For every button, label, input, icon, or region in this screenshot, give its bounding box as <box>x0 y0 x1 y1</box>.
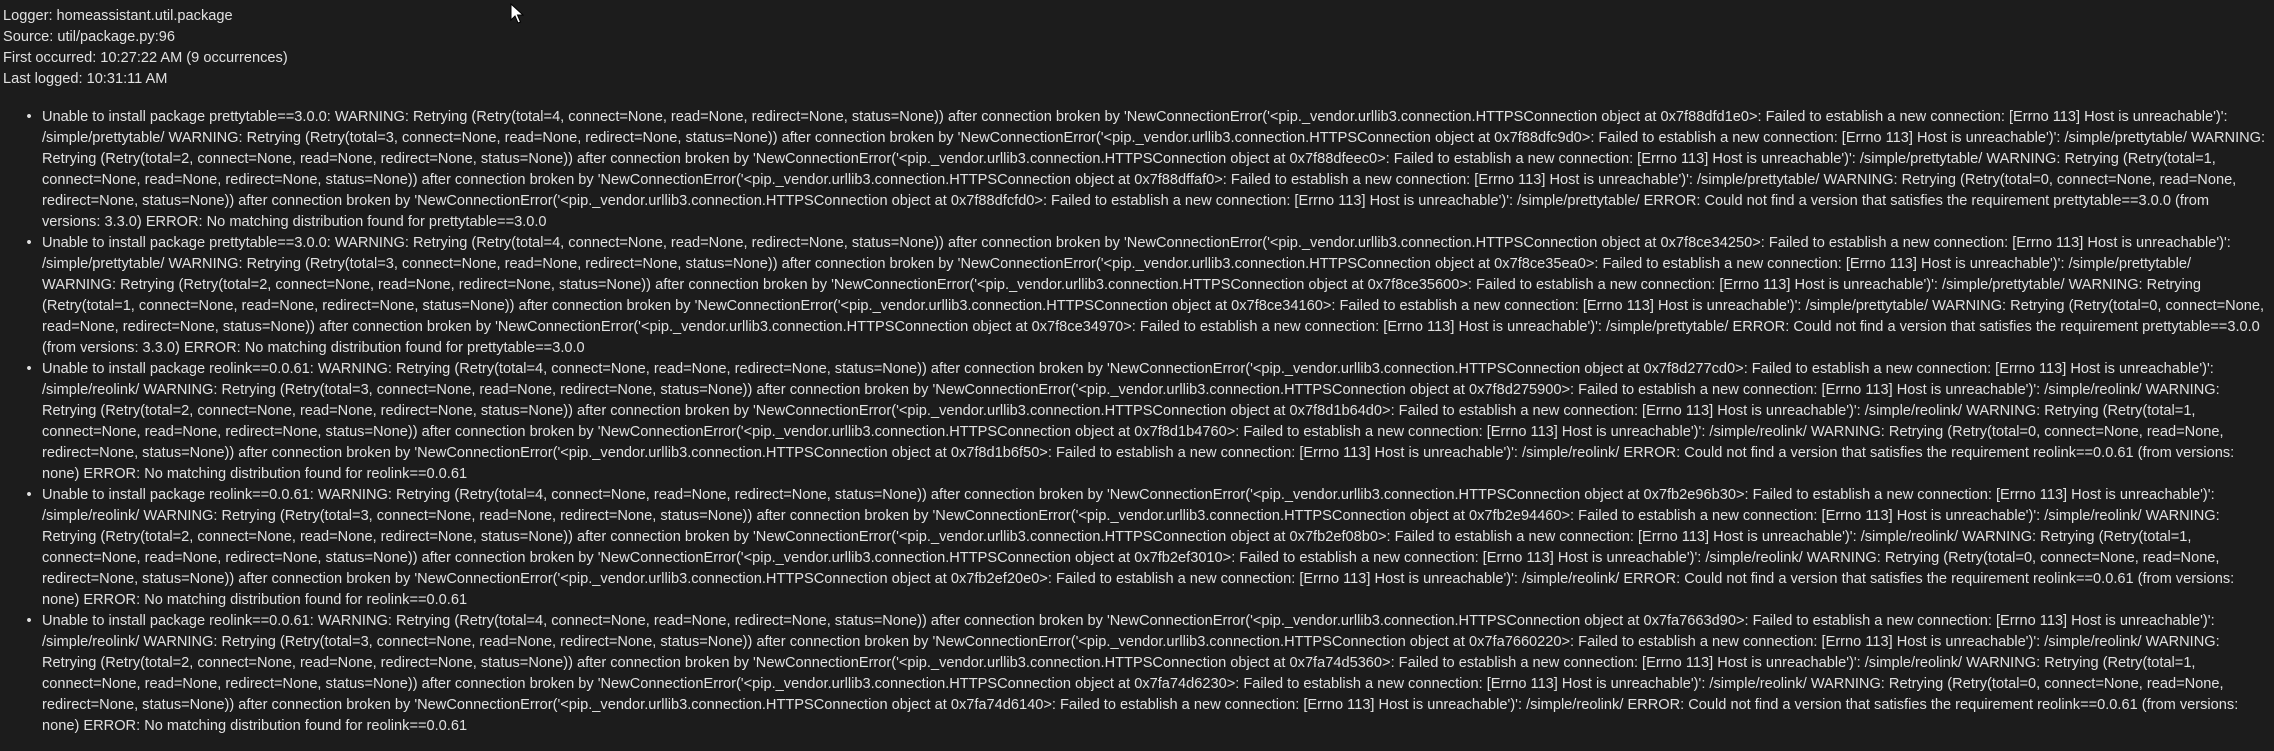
mouse-cursor-icon <box>510 3 524 25</box>
last-logged: Last logged: 10:31:11 AM <box>3 71 168 87</box>
log-message-text: Unable to install package prettytable==3.0.0: WARNING: Retrying (Retry(total=4, connect=None, read=None, redirect=None, status=None)) after connection broken by 'NewConnectionError('<pip._vendor.urllib3.connection.HTTPSConnection object at 0x7f88dfd1e0>: Failed to establish a new connection: [Errno 113] Host is unreachable')': /simple/prettytable/ WARNING: Retrying (Retry(total=3, connect=None, read=None, redirect=None, status=None)) after connection broken by 'NewConnectionError('<pip._vendor.urllib3.connection.HTTPSConnection object at 0x7f88dfc9d0>: Failed to establish a new connection: [Errno 113] Host is unreachable')': /simple/prettytable/ WARNING: Retrying (Retry(total=2, connect=None, read=None, redirect=None, status=None)) after connection broken by 'NewConnectionError('<pip._vendor.urllib3.connection.HTTPSConnection object at 0x7f88dfeec0>: Failed to establish a new connection: [Errno 113] Host is unreachable')': /simple/prettytable/ WARNING: Retrying (Retry(total=1, connect=None, read=None, redirect=None, status=None)) after connection broken by 'NewConnectionError('<pip._vendor.urllib3.connection.HTTPSConnection object at 0x7f88dffaf0>: Failed to establish a new connection: [Errno 113] Host is unreachable')': /simple/prettytable/ WARNING: Retrying (Retry(total=0, connect=None, read=None, redirect=None, status=None)) after connection broken by 'NewConnectionError('<pip._vendor.urllib3.connection.HTTPSConnection object at 0x7f88dfcfd0>: Failed to establish a new connection: [Errno 113] Host is unreachable')': /simple/prettytable/ ERROR: Could not find a version that satisfies the requirement prettytable==3.0.0 (from versions: 3.3.0) ERROR: No matching distribution found for prettytable==3.0.0 <box>42 109 2266 230</box>
log-messages-list <box>3 107 2266 737</box>
bullet-icon: • <box>26 613 32 629</box>
log-message <box>3 611 2266 737</box>
log-message-text: Unable to install package prettytable==3.0.0: WARNING: Retrying (Retry(total=4, connect=None, read=None, redirect=None, status=None)) after connection broken by 'NewConnectionError('<pip._vendor.urllib3.connection.HTTPSConnection object at 0x7f8ce34250>: Failed to establish a new connection: [Errno 113] Host is unreachable')': /simple/prettytable/ WARNING: Retrying (Retry(total=3, connect=None, read=None, redirect=None, status=None)) after connection broken by 'NewConnectionError('<pip._vendor.urllib3.connection.HTTPSConnection object at 0x7f8ce35ea0>: Failed to establish a new connection: [Errno 113] Host is unreachable')': /simple/prettytable/ WARNING: Retrying (Retry(total=2, connect=None, read=None, redirect=None, status=None)) after connection broken by 'NewConnectionError('<pip._vendor.urllib3.connection.HTTPSConnection object at 0x7f8ce35600>: Failed to establish a new connection: [Errno 113] Host is unreachable')': /simple/prettytable/ WARNING: Retrying (Retry(total=1, connect=None, read=None, redirect=None, status=None)) after connection broken by 'NewConnectionError('<pip._vendor.urllib3.connection.HTTPSConnection object at 0x7f8ce34160>: Failed to establish a new connection: [Errno 113] Host is unreachable')': /simple/prettytable/ WARNING: Retrying (Retry(total=0, connect=None, read=None, redirect=None, status=None)) after connection broken by 'NewConnectionError('<pip._vendor.urllib3.connection.HTTPSConnection object at 0x7f8ce34970>: Failed to establish a new connection: [Errno 113] Host is unreachable')': /simple/prettytable/ ERROR: Could not find a version that satisfies the requirement prettytable==3.0.0 (from versions: 3.3.0) ERROR: No matching distribution found for prettytable==3.0.0 <box>42 235 2265 356</box>
bullet-icon: • <box>26 235 32 251</box>
log-details <box>3 6 2266 737</box>
log-message-text: Unable to install package reolink==0.0.61: WARNING: Retrying (Retry(total=4, connect=None, read=None, redirect=None, status=None)) after connection broken by 'NewConnectionError('<pip._vendor.urllib3.connection.HTTPSConnection object at 0x7fa7663d90>: Failed to establish a new connection: [Errno 113] Host is unreachable')': /simple/reolink/ WARNING: Retrying (Retry(total=3, connect=None, read=None, redirect=None, status=None)) after connection broken by 'NewConnectionError('<pip._vendor.urllib3.connection.HTTPSConnection object at 0x7fa7660220>: Failed to establish a new connection: [Errno 113] Host is unreachable')': /simple/reolink/ WARNING: Retrying (Retry(total=2, connect=None, read=None, redirect=None, status=None)) after connection broken by 'NewConnectionError('<pip._vendor.urllib3.connection.HTTPSConnection object at 0x7fa74d5360>: Failed to establish a new connection: [Errno 113] Host is unreachable')': /simple/reolink/ WARNING: Retrying (Retry(total=1, connect=None, read=None, redirect=None, status=None)) after connection broken by 'NewConnectionError('<pip._vendor.urllib3.connection.HTTPSConnection object at 0x7fa74d6230>: Failed to establish a new connection: [Errno 113] Host is unreachable')': /simple/reolink/ WARNING: Retrying (Retry(total=0, connect=None, read=None, redirect=None, status=None)) after connection broken by 'NewConnectionError('<pip._vendor.urllib3.connection.HTTPSConnection object at 0x7fa74d6140>: Failed to establish a new connection: [Errno 113] Host is unreachable')': /simple/reolink/ ERROR: Could not find a version that satisfies the requirement reolink==0.0.61 (from versions: none) ERROR: No matching distribution found for reolink==0.0.61 <box>42 613 2239 734</box>
bullet-icon: • <box>26 361 32 377</box>
log-message <box>3 107 2266 233</box>
logger-name: Logger: homeassistant.util.package <box>3 8 233 24</box>
log-message <box>3 359 2266 485</box>
log-message <box>3 233 2266 359</box>
log-source: Source: util/package.py:96 <box>3 29 175 45</box>
log-message-text: Unable to install package reolink==0.0.61: WARNING: Retrying (Retry(total=4, connect=None, read=None, redirect=None, status=None)) after connection broken by 'NewConnectionError('<pip._vendor.urllib3.connection.HTTPSConnection object at 0x7fb2e96b30>: Failed to establish a new connection: [Errno 113] Host is unreachable')': /simple/reolink/ WARNING: Retrying (Retry(total=3, connect=None, read=None, redirect=None, status=None)) after connection broken by 'NewConnectionError('<pip._vendor.urllib3.connection.HTTPSConnection object at 0x7fb2e94460>: Failed to establish a new connection: [Errno 113] Host is unreachable')': /simple/reolink/ WARNING: Retrying (Retry(total=2, connect=None, read=None, redirect=None, status=None)) after connection broken by 'NewConnectionError('<pip._vendor.urllib3.connection.HTTPSConnection object at 0x7fb2ef08b0>: Failed to establish a new connection: [Errno 113] Host is unreachable')': /simple/reolink/ WARNING: Retrying (Retry(total=1, connect=None, read=None, redirect=None, status=None)) after connection broken by 'NewConnectionError('<pip._vendor.urllib3.connection.HTTPSConnection object at 0x7fb2ef3010>: Failed to establish a new connection: [Errno 113] Host is unreachable')': /simple/reolink/ WARNING: Retrying (Retry(total=0, connect=None, read=None, redirect=None, status=None)) after connection broken by 'NewConnectionError('<pip._vendor.urllib3.connection.HTTPSConnection object at 0x7fb2ef20e0>: Failed to establish a new connection: [Errno 113] Host is unreachable')': /simple/reolink/ ERROR: Could not find a version that satisfies the requirement reolink==0.0.61 (from versions: none) ERROR: No matching distribution found for reolink==0.0.61 <box>42 487 2235 608</box>
bullet-icon: • <box>26 487 32 503</box>
bullet-icon: • <box>26 109 32 125</box>
log-message-text: Unable to install package reolink==0.0.61: WARNING: Retrying (Retry(total=4, connect=None, read=None, redirect=None, status=None)) after connection broken by 'NewConnectionError('<pip._vendor.urllib3.connection.HTTPSConnection object at 0x7f8d277cd0>: Failed to establish a new connection: [Errno 113] Host is unreachable')': /simple/reolink/ WARNING: Retrying (Retry(total=3, connect=None, read=None, redirect=None, status=None)) after connection broken by 'NewConnectionError('<pip._vendor.urllib3.connection.HTTPSConnection object at 0x7f8d275900>: Failed to establish a new connection: [Errno 113] Host is unreachable')': /simple/reolink/ WARNING: Retrying (Retry(total=2, connect=None, read=None, redirect=None, status=None)) after connection broken by 'NewConnectionError('<pip._vendor.urllib3.connection.HTTPSConnection object at 0x7f8d1b64d0>: Failed to establish a new connection: [Errno 113] Host is unreachable')': /simple/reolink/ WARNING: Retrying (Retry(total=1, connect=None, read=None, redirect=None, status=None)) after connection broken by 'NewConnectionError('<pip._vendor.urllib3.connection.HTTPSConnection object at 0x7f8d1b4760>: Failed to establish a new connection: [Errno 113] Host is unreachable')': /simple/reolink/ WARNING: Retrying (Retry(total=0, connect=None, read=None, redirect=None, status=None)) after connection broken by 'NewConnectionError('<pip._vendor.urllib3.connection.HTTPSConnection object at 0x7f8d1b6f50>: Failed to establish a new connection: [Errno 113] Host is unreachable')': /simple/reolink/ ERROR: Could not find a version that satisfies the requirement reolink==0.0.61 (from versions: none) ERROR: No matching distribution found for reolink==0.0.61 <box>42 361 2235 482</box>
first-occurred: First occurred: 10:27:22 AM (9 occurrences) <box>3 50 288 66</box>
log-message <box>3 485 2266 611</box>
